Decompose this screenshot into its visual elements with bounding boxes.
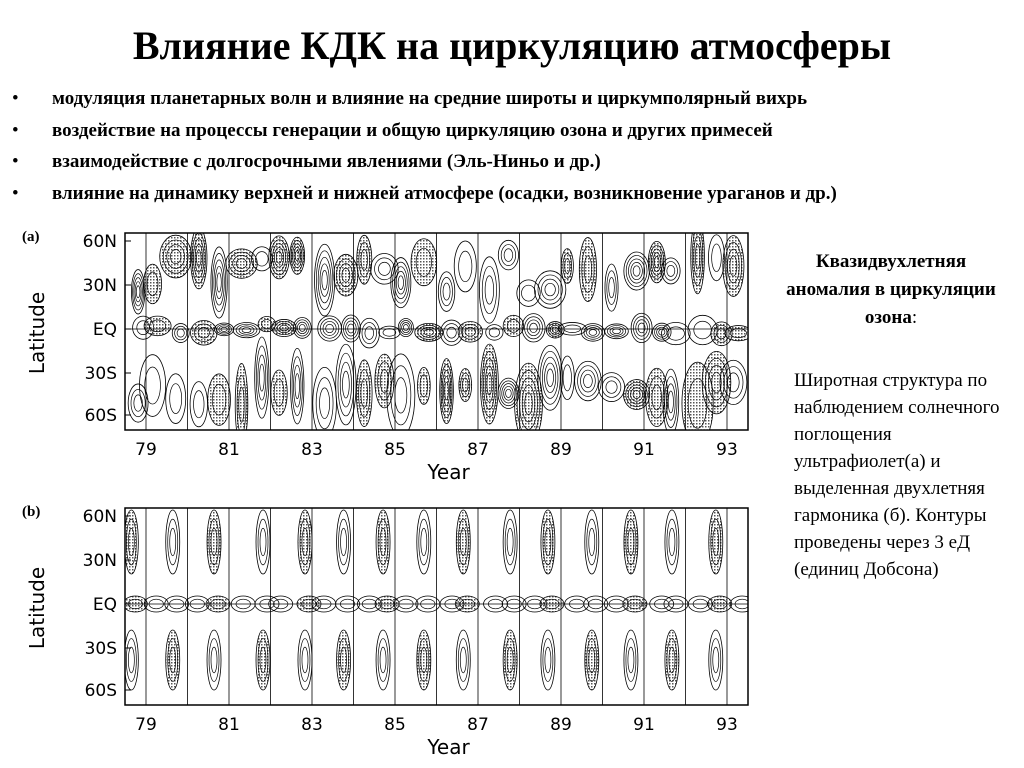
contour-cell (546, 322, 564, 338)
contour-line (212, 253, 225, 311)
contour-cell (318, 316, 342, 341)
contour-cell (272, 319, 296, 336)
contour-line (302, 647, 308, 673)
contour-line (362, 322, 377, 343)
contour-line (664, 262, 677, 281)
contour-line (316, 378, 333, 429)
contour-cell (269, 236, 290, 279)
contour-panel-a (0, 225, 760, 483)
contour-cell (454, 241, 476, 292)
contour-line (215, 266, 222, 298)
contour-cell (166, 374, 186, 424)
contour-line (527, 320, 540, 336)
contour-line (295, 374, 299, 399)
contour-line (299, 324, 305, 331)
contour-line (482, 266, 496, 313)
contour-line (541, 279, 558, 300)
contour-line (505, 519, 515, 565)
contour-line (194, 391, 204, 418)
contour-cell (391, 258, 411, 308)
sidebar-heading-text: Квазидвухлетняя аномалия в циркуляции озона (786, 251, 996, 328)
contour-line (378, 262, 390, 275)
contour-line (501, 245, 515, 266)
contour-cell (708, 596, 732, 612)
contour-cell (624, 252, 649, 290)
contour-line (260, 528, 266, 555)
contour-line (667, 265, 675, 276)
contour-line (504, 386, 513, 400)
contour-cell (540, 596, 564, 612)
contour-cell (708, 235, 724, 281)
contour-line (322, 270, 328, 290)
y-tick-label: 60S (84, 681, 117, 701)
contour-cell (334, 254, 358, 296)
contour-line (402, 323, 410, 333)
contour-line (339, 519, 349, 565)
sidebar-heading-colon: : (911, 307, 918, 328)
contour-line (504, 249, 513, 262)
x-tick-label: 81 (218, 715, 240, 735)
contour-line (581, 370, 596, 392)
contour-line (626, 639, 636, 682)
contour-cell (336, 344, 356, 425)
y-tick-label: EQ (92, 320, 117, 340)
contour-cell (575, 361, 602, 401)
contour-cell (255, 337, 269, 418)
bullet-text: взаимодействие с долгосрочными явлениями (Эль-Ниньо и др.) (52, 151, 601, 172)
contour-line (380, 647, 386, 673)
contour-cell (517, 280, 540, 307)
contour-cell (233, 322, 260, 337)
contour-line (403, 325, 408, 331)
contour-line (583, 374, 592, 387)
contour-line (258, 519, 268, 565)
contour-cell (623, 596, 647, 612)
contour-line (259, 364, 264, 391)
contour-line (602, 377, 621, 398)
contour-cell (440, 359, 454, 424)
x-tick-label: 85 (384, 715, 406, 735)
contour-line (547, 369, 554, 387)
contour-line (131, 389, 145, 416)
bullet-dot: • (12, 88, 19, 109)
x-tick-label: 87 (467, 715, 489, 735)
contour-line (396, 271, 405, 294)
contour-line (636, 320, 648, 336)
contour-cell (315, 244, 335, 316)
contour-cell (415, 323, 443, 341)
contour-line (506, 389, 512, 397)
bullet-item (12, 151, 837, 183)
contour-cell (486, 325, 503, 341)
contour-line (136, 286, 140, 298)
contour-line (346, 321, 357, 336)
contour-line (170, 528, 176, 555)
x-tick-label: 87 (467, 440, 489, 460)
contour-cell (144, 264, 162, 304)
bullet-list (12, 88, 837, 214)
contour-cell (291, 348, 304, 424)
contour-line (316, 251, 333, 310)
x-tick-label: 91 (633, 715, 655, 735)
contour-panel-b (0, 500, 760, 762)
contour-line (507, 528, 513, 555)
x-tick-label: 89 (550, 715, 572, 735)
contour-cell (417, 367, 430, 404)
contour-line (713, 647, 719, 673)
contour-line (341, 528, 347, 555)
contour-line (217, 273, 221, 292)
contour-line (441, 277, 453, 305)
contour-line (485, 276, 494, 304)
x-tick-label: 93 (716, 440, 738, 460)
contour-cell (455, 596, 479, 612)
y-tick-label: 60S (84, 406, 117, 426)
contour-line (613, 329, 621, 334)
contour-line (694, 321, 712, 339)
contour-line (133, 274, 144, 310)
contour-cell (725, 326, 752, 341)
bullet-text: влияние на динамику верхней и нижней атмосфере (осадки, возникновение ураганов и др.) (52, 182, 837, 204)
contour-line (256, 252, 269, 266)
contour-line (443, 283, 450, 300)
contour-line (419, 519, 429, 565)
contour-cell (191, 228, 207, 289)
contour-line (589, 528, 595, 555)
y-axis-label: Latitude (25, 291, 49, 375)
sidebar-heading (785, 248, 997, 332)
x-tick-label: 89 (550, 440, 572, 460)
y-tick-label: 60N (82, 232, 117, 252)
contour-line (340, 362, 351, 407)
contour-line (342, 371, 349, 398)
contour-line (606, 381, 617, 393)
x-tick-label: 83 (301, 440, 323, 460)
contour-cell (503, 315, 523, 336)
panel-label: (b) (22, 504, 41, 520)
contour-cell (723, 236, 744, 297)
bullet-dot: • (12, 182, 19, 204)
contour-cell (379, 326, 400, 339)
x-tick-label: 79 (135, 715, 157, 735)
contour-line (545, 363, 556, 392)
contour-line (609, 278, 615, 298)
contour-line (398, 276, 403, 290)
x-axis-label: Year (427, 460, 470, 483)
contour-line (631, 262, 643, 279)
contour-cell (341, 315, 360, 342)
panel-label: (a) (22, 229, 40, 245)
x-tick-label: 81 (218, 440, 240, 460)
contour-line (300, 639, 310, 682)
contour-line (134, 395, 143, 411)
contour-line (633, 266, 640, 276)
contour-line (323, 321, 336, 335)
contour-line (326, 324, 334, 332)
x-axis-label: Year (427, 735, 470, 759)
contour-line (209, 639, 219, 682)
x-tick-label: 79 (135, 440, 157, 460)
contour-line (628, 647, 634, 673)
contour-layer (123, 510, 754, 690)
contour-cell (190, 382, 207, 427)
contour-cell (123, 596, 147, 612)
bullet-text: модуляция планетарных волн и влияние на средние широты и циркумполярный вихрь (52, 88, 808, 109)
contour-line (378, 639, 388, 682)
contour-cell (206, 596, 230, 612)
contour-line (711, 639, 721, 682)
contour-cell (160, 235, 192, 278)
y-axis-label: Latitude (25, 566, 49, 650)
contour-cell (208, 374, 231, 425)
contour-line (383, 329, 396, 337)
bullet-item (12, 120, 837, 152)
x-tick-label: 85 (384, 440, 406, 460)
contour-line (168, 519, 178, 565)
contour-cell (398, 318, 413, 336)
contour-line (320, 264, 329, 297)
contour-line (545, 283, 555, 296)
contour-cell (605, 324, 629, 339)
contour-line (607, 271, 616, 305)
contour-cell (411, 239, 437, 286)
bullet-dot: • (12, 119, 19, 141)
contour-line (126, 639, 136, 682)
contour-cell (581, 324, 604, 342)
contour-cell (538, 345, 563, 410)
contour-line (530, 323, 538, 332)
contour-layer (128, 225, 752, 446)
contour-line (170, 384, 182, 414)
contour-line (459, 251, 472, 282)
contour-line (421, 528, 427, 555)
bullet-dot: • (12, 151, 19, 172)
contour-cell (290, 237, 305, 274)
contour-line (563, 365, 571, 391)
contour-cell (139, 355, 165, 417)
contour-cell (631, 313, 652, 342)
y-tick-label: 30S (84, 639, 117, 659)
contour-cell (131, 270, 144, 314)
contour-cell (691, 225, 705, 294)
contour-cell (211, 247, 227, 318)
contour-line (211, 647, 217, 673)
contour-cell (522, 314, 545, 342)
contour-line (239, 326, 254, 334)
contour-line (258, 355, 266, 400)
contour-line (395, 378, 407, 413)
bullet-item (12, 88, 837, 120)
contour-line (543, 639, 553, 682)
y-tick-label: EQ (92, 595, 117, 615)
contour-line (297, 322, 307, 334)
x-tick-label: 93 (716, 715, 738, 735)
contour-line (177, 329, 184, 337)
contour-line (545, 647, 551, 673)
contour-line (667, 519, 677, 565)
contour-cell (702, 351, 731, 413)
contour-line (128, 647, 134, 673)
contour-cell (271, 370, 287, 415)
contour-line (668, 391, 673, 413)
bullet-text: воздействие на процессы генерации и общую циркуляцию озона и других примесей (52, 119, 773, 141)
y-tick-label: 30N (82, 551, 117, 571)
slide-title: Влияние КДК на циркуляцию атмосферы (132, 23, 892, 68)
y-tick-label: 60N (82, 507, 117, 527)
contour-cell (144, 316, 171, 336)
contour-line (458, 639, 468, 682)
contour-line (175, 326, 187, 340)
contour-line (460, 647, 466, 673)
contour-line (587, 519, 597, 565)
contour-line (320, 388, 330, 419)
contour-line (610, 327, 623, 335)
contour-line (712, 244, 722, 272)
contour-line (145, 367, 161, 404)
contour-cell (480, 344, 498, 424)
bullet-item (12, 183, 837, 215)
contour-line (522, 285, 536, 301)
contour-line (444, 324, 460, 342)
x-tick-label: 83 (301, 715, 323, 735)
contour-cell (297, 596, 321, 612)
sidebar-description: Широтная структура по наблюдением солнечного поглощения ультрафиолет(а) и выделенная двухлетняя гармоника (б). Контуры проведены через 3 еД (единиц Добсона) (794, 370, 1000, 580)
x-tick-label: 91 (633, 440, 655, 460)
contour-line (391, 366, 411, 425)
contour-line (294, 365, 301, 407)
contour-line (242, 328, 251, 333)
y-tick-label: 30S (84, 364, 117, 384)
y-tick-label: 30N (82, 276, 117, 296)
contour-line (540, 351, 560, 404)
contour-line (589, 329, 597, 335)
contour-cell (375, 596, 399, 612)
contour-line (669, 528, 675, 555)
